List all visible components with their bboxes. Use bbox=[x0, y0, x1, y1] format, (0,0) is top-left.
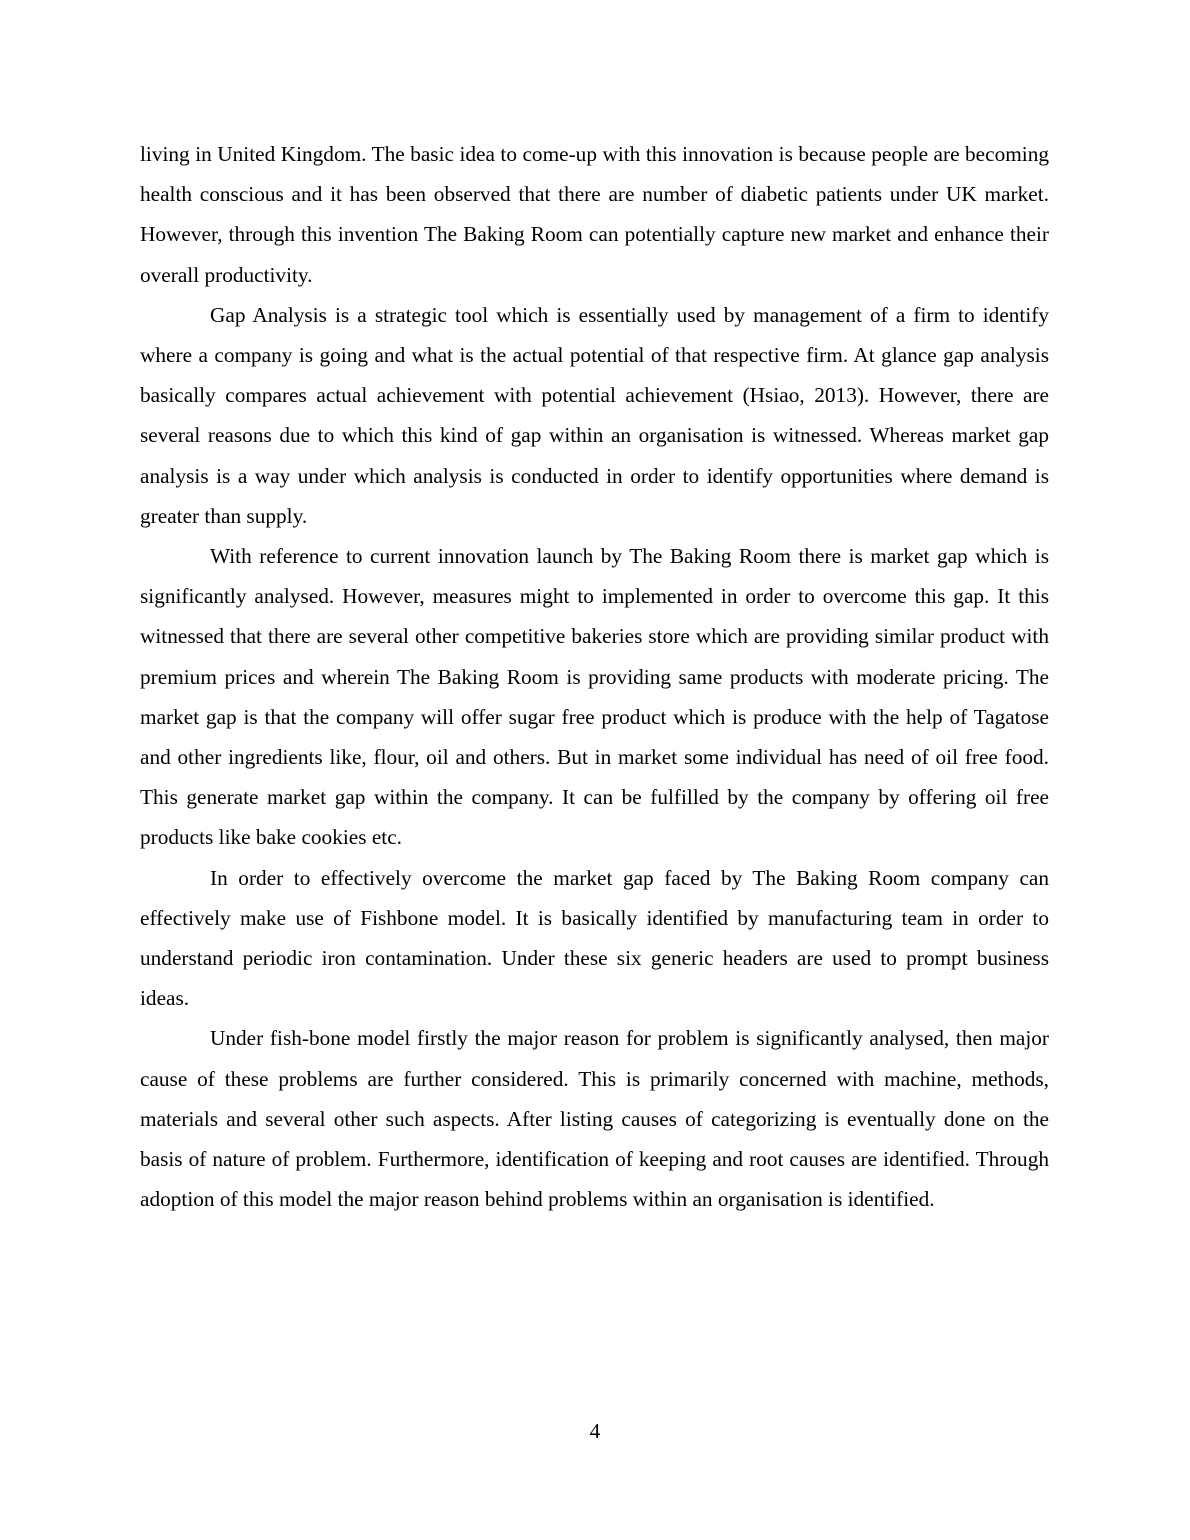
page-number: 4 bbox=[589, 1419, 601, 1443]
paragraph-gap-analysis: Gap Analysis is a strategic tool which is essentially used by management of a firm to identify where a company is going and what is the actual potential of that respective firm. At glance gap analysis basically compares actual achievement with potential achievement (Hsiao, 2013). However, there are several reasons due to which this kind of gap within an organisation is witnessed. Whereas market gap analysis is a way under which analysis is conducted in order to identify opportunities where demand is greater than supply. bbox=[140, 302, 1049, 528]
paragraph-continuation: living in United Kingdom. The basic idea to come-up with this innovation is because people are becoming health conscious and it has been observed that there are number of diabetic patients under UK market. However, through this invention The Baking Room can potentially capture new market and enhance their overall productivity. bbox=[140, 142, 1049, 287]
paragraph-fishbone-model: Under fish-bone model firstly the major reason for problem is significantly analysed, then major cause of these problems are further considered. This is primarily concerned with machine, methods, materials and several other such aspects. After listing causes of categorizing is eventually done on the basis of nature of problem. Furthermore, identification of keeping and root causes are identified. Through adoption of this model the major reason behind problems within an organisation is identified. bbox=[140, 1026, 1049, 1212]
paragraph-fishbone-intro: In order to effectively overcome the market gap faced by The Baking Room company can effectively make use of Fishbone model. It is basically identified by manufacturing team in order to understand periodic iron contamination. Under these six generic headers are used to prompt business ideas. bbox=[140, 865, 1049, 1011]
body-text bbox=[140, 134, 1049, 1219]
paragraph-market-gap: With reference to current innovation launch by The Baking Room there is market gap which is significantly analysed. However, measures might to implemented in order to overcome this gap. It this witnessed that there are several other competitive bakeries store which are providing similar product with premium prices and wherein The Baking Room is providing same products with moderate pricing. The market gap is that the company will offer sugar free product which is produce with the help of Tagatose and other ingredients like, flour, oil and others. But in market some individual has need of oil free food. This generate market gap within the company. It can be fulfilled by the company by offering oil free products like bake cookies etc. bbox=[140, 544, 1049, 850]
